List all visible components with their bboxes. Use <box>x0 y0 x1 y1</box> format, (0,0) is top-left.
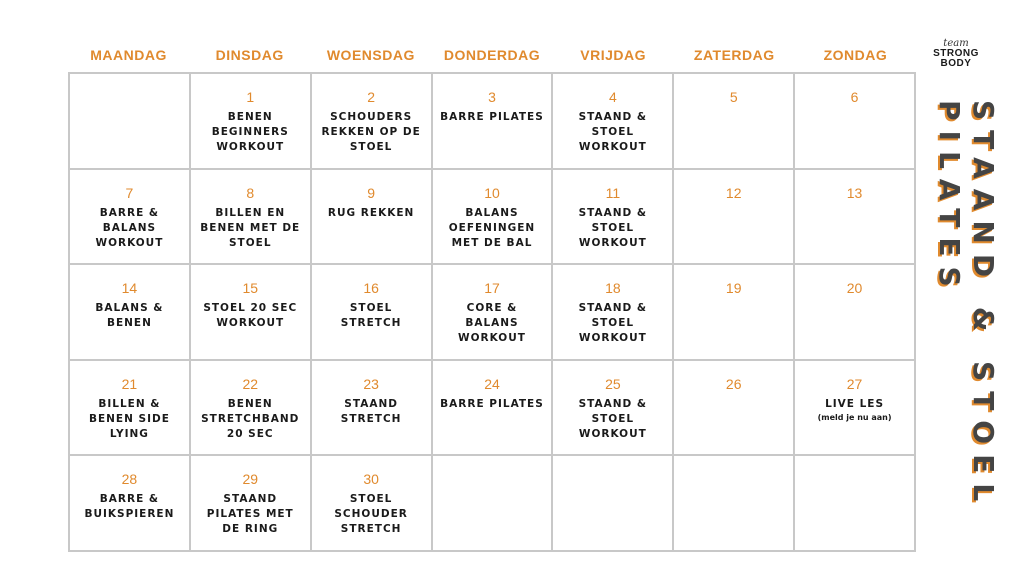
day-number: 10 <box>484 184 500 201</box>
day-number: 16 <box>363 280 379 297</box>
day-number: 28 <box>121 471 138 488</box>
calendar-day-cell <box>191 456 312 552</box>
day-activity: SCHOUDERS REKKEN OP DE STOEL <box>321 111 421 153</box>
calendar-day-cell <box>312 74 433 170</box>
day-activity: RUG REKKEN <box>327 206 415 219</box>
day-number: 14 <box>121 280 138 297</box>
day-activity: STAAND STRETCH <box>340 397 402 425</box>
day-number: 4 <box>608 89 617 105</box>
day-number: 8 <box>246 184 255 201</box>
day-number: 30 <box>363 471 379 488</box>
day-activity: STAAND & STOEL WORKOUT <box>578 111 648 153</box>
day-number: 13 <box>846 184 863 201</box>
calendar-day-cell <box>70 456 191 552</box>
day-activity: STAAND & STOEL WORKOUT <box>578 206 648 249</box>
calendar-day-cell <box>191 265 312 361</box>
calendar-day-cell <box>553 265 674 361</box>
logo-body-text: BODY <box>940 58 972 69</box>
title-line-1: STAAND & STOEL <box>967 100 1000 512</box>
logo-team-text: team <box>943 38 969 49</box>
calendar-day-cell <box>674 456 795 552</box>
team-strongbody-logo <box>928 38 984 78</box>
calendar-day-cell <box>795 74 916 170</box>
weekday-saturday: ZATERDAG <box>693 47 775 63</box>
day-number: 18 <box>605 280 621 297</box>
calendar-day-cell <box>674 361 795 457</box>
weekday-sunday: ZONDAG <box>823 47 888 63</box>
logo-strong-text: STRONG <box>933 48 979 59</box>
calendar-day-cell <box>433 265 554 361</box>
day-activity: CORE & BALANS WORKOUT <box>458 302 526 345</box>
day-activity: BARRE PILATES <box>440 397 544 410</box>
day-activity: BILLEN & BENEN SIDE LYING <box>88 397 170 440</box>
calendar-day-cell <box>433 170 554 266</box>
day-number: 27 <box>846 375 863 392</box>
calendar-day-cell <box>433 456 554 552</box>
page-title <box>926 100 1000 540</box>
calendar-day-cell <box>191 74 312 170</box>
calendar-day-cell <box>795 456 916 552</box>
calendar-day-cell <box>433 361 554 457</box>
calendar-grid <box>68 72 916 552</box>
weekday-monday: MAANDAG <box>90 47 167 63</box>
day-activity: BALANS OEFENINGEN MET DE BAL <box>448 206 536 249</box>
calendar-day-cell <box>312 456 433 552</box>
day-activity: BENEN BEGINNERS WORKOUT <box>211 111 289 153</box>
calendar-day-cell <box>553 361 674 457</box>
day-number: 21 <box>121 375 138 392</box>
day-number: 11 <box>605 184 621 201</box>
calendar-day-cell <box>553 74 674 170</box>
day-number: 1 <box>246 89 255 105</box>
day-number: 29 <box>242 471 259 488</box>
calendar-day-cell <box>795 265 916 361</box>
day-number: 19 <box>725 280 742 297</box>
day-activity: STAAND & STOEL WORKOUT <box>578 302 648 345</box>
calendar-day-cell <box>433 74 554 170</box>
day-number: 20 <box>846 280 863 297</box>
day-number: 2 <box>367 89 376 105</box>
calendar-day-cell <box>191 170 312 266</box>
calendar-day-cell <box>312 265 433 361</box>
day-activity: STAAND & STOEL WORKOUT <box>578 397 648 440</box>
day-activity: STOEL SCHOUDER STRETCH <box>334 493 408 536</box>
calendar-day-cell <box>674 170 795 266</box>
weekday-thursday: DONDERDAG <box>443 47 541 63</box>
day-number: 15 <box>242 280 259 297</box>
day-activity: BILLEN EN BENEN MET DE STOEL <box>200 206 301 249</box>
day-number: 22 <box>242 375 259 392</box>
day-activity: BALANS & BENEN <box>95 302 164 330</box>
calendar-day-cell <box>795 170 916 266</box>
weekday-friday: VRIJDAG <box>580 47 646 63</box>
calendar-day-cell <box>795 361 916 457</box>
day-activity: BARRE PILATES <box>440 111 544 123</box>
calendar-day-cell <box>674 265 795 361</box>
day-activity-note: (meld je nu aan) <box>817 412 892 422</box>
calendar-day-cell <box>312 361 433 457</box>
calendar-day-cell <box>70 170 191 266</box>
day-number: 26 <box>725 375 742 392</box>
day-activity: BARRE & BUIKSPIEREN <box>84 493 175 521</box>
calendar-day-cell <box>70 361 191 457</box>
calendar-day-cell <box>674 74 795 170</box>
calendar-day-cell <box>70 74 191 170</box>
day-activity: BENEN STRETCHBAND 20 SEC <box>201 397 300 440</box>
day-activity: STAAND PILATES MET DE RING <box>206 493 294 536</box>
day-number: 9 <box>367 184 376 201</box>
title-line-2: PILATES <box>933 100 966 297</box>
day-number: 5 <box>729 89 738 105</box>
calendar-day-cell <box>191 361 312 457</box>
day-number: 12 <box>725 184 742 201</box>
calendar-day-cell <box>553 170 674 266</box>
day-number: 7 <box>125 184 134 201</box>
day-activity: BARRE & BALANS WORKOUT <box>95 206 164 249</box>
day-number: 24 <box>484 375 500 392</box>
day-activity: LIVE LES <box>825 397 885 410</box>
weekday-header <box>68 40 916 70</box>
day-number: 23 <box>363 375 379 392</box>
calendar-day-cell <box>312 170 433 266</box>
day-activity: STOEL 20 SEC WORKOUT <box>203 302 298 330</box>
day-number: 17 <box>484 280 500 297</box>
day-number: 6 <box>850 89 859 105</box>
day-number: 3 <box>488 89 496 105</box>
weekday-wednesday: WOENSDAG <box>326 47 415 63</box>
calendar-day-cell <box>553 456 674 552</box>
calendar-day-cell <box>70 265 191 361</box>
day-activity: STOEL STRETCH <box>340 302 402 330</box>
weekday-tuesday: DINSDAG <box>215 47 284 63</box>
day-number: 25 <box>605 375 621 392</box>
